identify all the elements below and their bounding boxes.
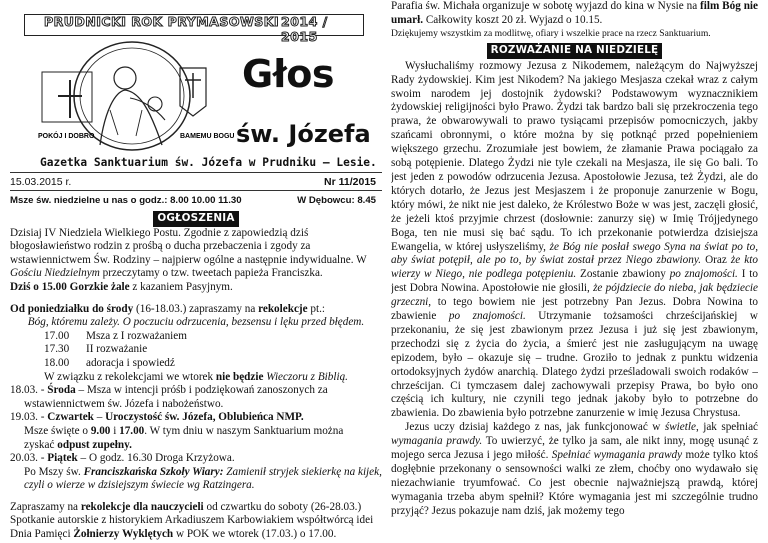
text-run: 18.03. -: [10, 384, 48, 397]
text-run: wymagania prawdy.: [391, 435, 483, 448]
debowiec-mass: W Dębowcu: 8.45: [297, 195, 376, 206]
text-run: Wysłuchaliśmy rozmowy Jezusa z Nikodemem, należącym do Najwyższej Rady żydowskiej. Kim jest Nikodem? Na jakiego Mesjasza czekał wraz z całym swoim narodem jej dostojnik żydowski? Podstawowym wyznacznikiem żydowskiej religijności było Prawo. Żydzi tak bardzo bali się przekroczenia tego prawa, że obwarowywali to prawo tysiącami przepisów pomocniczych, jakby szańcami obronnymi, o które można by się potknąć przed popełnieniem większego grzechu. Zrozumiałe jest bowiem, że złamanie Prawa pociągało za sobą potępienie. Dlatego Żydzi nie tyle czekali na Mesjasza, ile się Go bali. To jest jeden z powodów odrzucenia Jezusa. Apostołowie Jezusa, też Żydzi, ale do których dotarło, że Jezus jest Mesjaszem i że proponuje zanurzenie w Bogu, który mówi, że nikt nie jest daleko, że Królestwo Boże w was jest, zaczęli głosić, że jeżeli ktoś przyjmie chrzest (dosłownie: zanurzy się) w Imię Trójjedynego Boga, ten nie musi się bać sądu. To ich przekonanie potwierdza dzisiejsza Ewangelia, w której usłyszeliśmy,: [391, 59, 758, 253]
mass-times: Msze św. niedzielne u nas o godz.: 8.00 10.00 11.30: [10, 195, 242, 206]
text-run: odpust zupełny.: [57, 438, 132, 451]
retreat-time: 18.00: [44, 356, 70, 369]
announcement-line: [10, 466, 382, 493]
text-run: Utrzymanie tożsamości chrześcijańskiej w przekonaniu, że się jest zbawionym przez Jezusa i już się jest zbawionym, przechodzi się z życia do życia, a śmierć jest nie zasługującym na uwagę epizodem, było – okazuje się – trudne. Groziło to jednak z punktu widzenia ortodoksyjnych żydów anarchią. Dlatego żydzi prześladowali swoich rodaków – chrześcijan. Ci tymczasem dalej zachowywali przepisy Prawa, bo było ono częścią ich kultury, nie czynili tego jednak jakoby było to potrzebne do zbawienia. Do zbawienia było potrzebne zanurzenie w imię Jezusa Chrystusa.: [391, 310, 758, 420]
text-run: – Msza w intencji próśb i podziękowań zanoszonych za: [75, 384, 328, 397]
text-run: Oraz: [701, 254, 731, 267]
announcement-line: [10, 295, 382, 303]
newsletter-subtitle: św. Józefa: [236, 120, 371, 148]
text-run: film Bóg nie umarł.: [391, 0, 758, 26]
text-run: rekolekcje: [258, 302, 308, 315]
text-run: Zostanie zbawiony: [576, 268, 670, 281]
announcement-line: [10, 411, 382, 425]
issue-number: Nr 11/2015: [324, 176, 376, 188]
text-run: (16-18.03.) zapraszamy na: [133, 302, 259, 315]
st-joseph-seal-icon: [30, 40, 235, 152]
text-run: Czwartek: [47, 411, 94, 424]
announcement-line: [10, 303, 382, 317]
text-run: Parafia św. Michała organizuje w sobotę wyjazd do kina w Nysie na: [391, 0, 701, 12]
text-run: Bóg, któremu zależy. O poczuciu odrzucenia, bezsensu i lęku przed błędem.: [27, 316, 365, 329]
announcements: [10, 211, 382, 542]
text-run: po znajomości.: [448, 310, 526, 323]
text-run: 19.03. -: [10, 411, 48, 424]
right-column: [391, 0, 758, 543]
text-run: 9.00: [90, 424, 111, 437]
reflection-paragraph: [391, 421, 758, 518]
announcement-line: [10, 343, 382, 357]
issue-row: [10, 176, 382, 188]
newsletter-title: Głos: [242, 52, 335, 96]
reflection-label: ROZWAŻANIE NA NIEDZIELĘ: [487, 43, 663, 59]
text-run: Uroczystość św. Józefa, Oblubieńca NMP.: [105, 411, 304, 424]
text-run: Środa: [47, 384, 76, 397]
announcement-line: [10, 425, 382, 439]
text-run: w POK we wtorek (17.03.) o 17.00.: [173, 528, 337, 541]
thanks-notice: Dziękujemy wszystkim za modlitwę, ofiary i wszelkie prace na rzecz Sanktuarium.: [391, 27, 711, 39]
text-run: Spełniać wymagania prawdy: [551, 449, 683, 462]
text-run: I to jest Dobra Nowina. Apostołowie nie głosili,: [391, 268, 758, 295]
text-run: Zamienił stryjek siekierkę na kijek, czyli o wierze w dzisiejszym świecie wg Ratzingera.: [24, 465, 382, 492]
text-run: i: [110, 424, 120, 437]
text-run: , jak spełniać: [695, 421, 758, 434]
announcements-body: [10, 227, 382, 542]
text-run: Piątek: [47, 452, 78, 465]
text-run: Jezus uczy dzisiaj każdego z nas, jak funkcjonować w: [405, 421, 665, 434]
text-run: to tego bowiem nie jest potrzebny Pan Jezus. Dobra Nowina to zbawienie: [391, 296, 758, 323]
announcement-line: [10, 501, 382, 542]
retreat-time: 17.30: [44, 343, 70, 356]
text-run: pt.:: [307, 302, 326, 315]
announcements-label: OGŁOSZENIA: [153, 211, 238, 227]
announcement-line: [10, 227, 382, 281]
announcement-line: [10, 452, 382, 466]
text-run: świetle: [664, 421, 696, 434]
issue-date: 15.03.2015 r.: [10, 176, 72, 188]
text-run: że kto wierzy w Niego, nie podlega potępieniu.: [391, 254, 758, 281]
text-run: –: [93, 411, 106, 424]
text-run: Msze święte o: [24, 424, 91, 437]
text-run: po znajomości.: [669, 268, 738, 281]
divider: [10, 172, 382, 173]
gazette-subtitle: Gazetka Sanktuarium św. Józefa w Prudniku – Lesie.: [40, 156, 377, 169]
text-run: Zapraszamy na: [10, 500, 81, 513]
cinema-notice: [391, 0, 758, 28]
announcement-line: [10, 384, 382, 398]
announcement-line: [10, 398, 382, 412]
text-run: może tylko ktoś dogłębnie przekonany o sensowności walki ze złem, choćby ono wydawało się niezachwianie tryumfować. Co jest obecnie najważniejszą prawdą, której wymagania trzeba abym spełnił? Które wymagania jest mi szczególnie trudno przyjąć? Jezus pokazuje nam dziś, jak możemy tego: [391, 449, 758, 517]
reflection-paragraph: [391, 60, 758, 422]
text-run: że Bóg nie posłał swego Syna na świat po to, aby świat potępił, ale po to, by świat został przez Niego zbawiony.: [391, 240, 758, 267]
text-run: Wieczoru z Biblią.: [266, 370, 348, 383]
text-run: Od poniedziałku do środy: [10, 302, 134, 315]
text-run: Msza z I rozważaniem: [86, 329, 187, 342]
text-run: Franciszkańska Szkoły Wiary:: [83, 465, 224, 478]
announcement-line: [10, 281, 382, 295]
announcement-line: [10, 493, 382, 501]
year-banner: [24, 14, 364, 44]
text-run: Dziś o 15.00 Gorzkie żale: [10, 280, 130, 293]
text-run: od czwartku do soboty (26-28.03.) Spotkanie autorskie z historykiem Arkadiuszem Karbowiakiem współtwórcą idei Dnia Pamięci: [10, 500, 374, 541]
text-run: Całkowity koszt 20 zł. Wyjazd o 10.15.: [423, 13, 603, 26]
retreat-time: 17.00: [44, 329, 70, 342]
text-run: rekolekcje dla nauczycieli: [80, 500, 204, 513]
announcement-line: [10, 330, 382, 344]
announcement-line: [10, 316, 382, 330]
text-run: 17.00: [119, 424, 145, 437]
reflection-body: [391, 60, 758, 519]
text-run: przeczytamy o tzw. tweetach papieża Franciszka.: [99, 267, 323, 280]
text-run: To uwierzyć, że tylko ja sam, ale nikt inny, mogę usunąć z mojego serca Jezusa i jego miłość.: [391, 435, 758, 462]
banner-title: PRUDNICKI ROK PRYMASOWSKI: [44, 14, 280, 29]
announcement-line: [10, 357, 382, 371]
seal-label-left: POKÓJ I DOBRO: [38, 133, 95, 140]
text-run: II rozważanie: [86, 343, 148, 356]
announcement-line: [10, 371, 382, 385]
text-run: że pójdziecie do nieba, jak będziecie grzeczni,: [391, 282, 758, 309]
left-column: [10, 0, 382, 543]
text-run: Gościu Niedzielnym: [10, 267, 100, 280]
banner-year: 2014 / 2015: [281, 14, 328, 44]
text-run: adoracja i spowiedź: [86, 356, 175, 369]
text-run: Po Mszy św.: [24, 465, 84, 478]
divider: [10, 190, 382, 191]
announcement-line: [10, 439, 382, 453]
text-run: W związku z rekolekcjami we wtorek: [44, 370, 216, 383]
mass-times-row: [10, 195, 382, 206]
seal-label-right: BAMEMU BOGU: [180, 133, 235, 140]
text-run: 20.03. -: [10, 452, 48, 465]
text-run: zyskać: [24, 438, 58, 451]
text-run: – O godz. 16.30 Droga Krzyżowa.: [77, 452, 235, 465]
text-run: z kazaniem Pasyjnym.: [129, 280, 233, 293]
text-run: nie będzie: [215, 370, 264, 383]
text-run: Żołnierzy Wyklętych: [73, 528, 174, 541]
text-run: Dzisiaj IV Niedziela Wielkiego Postu. Zgodnie z zapowiedzią dziś błogosławieństwo rodzin z prośbą o ducha przebaczenia i zgody za wstawiennictwem Św. Rodziny – najpierw ogólne a następnie indywidualne. W: [10, 226, 367, 266]
text-run: wstawiennictwem św. Józefa i nabożeństwo.: [24, 397, 224, 410]
text-run: . W tym dniu w naszym Sanktuarium można: [144, 424, 344, 437]
